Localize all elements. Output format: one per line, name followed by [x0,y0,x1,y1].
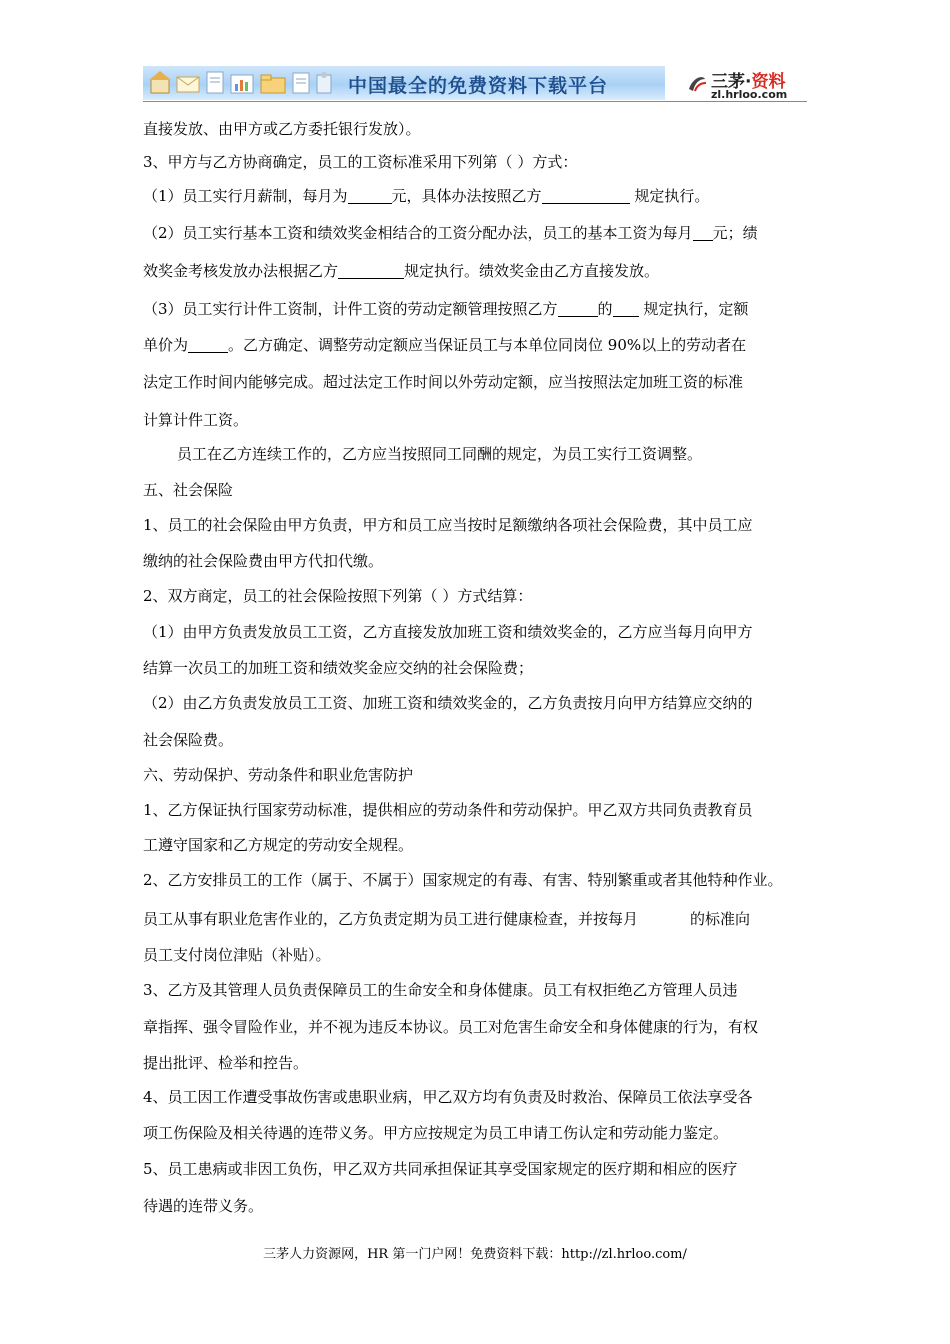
folder-icon [261,75,285,93]
blank-field[interactable] [542,187,630,204]
option-3-line-cont [143,334,746,356]
option-1-line: （1）由甲方负责发放员工工资，乙方直接发放加班工资和绩效奖金的，乙方应当每月向甲方 [143,623,753,641]
text-segment: 元，具体办法按照乙方 [391,187,542,205]
logo-text-b: 资料 [751,72,786,92]
paragraph-line: 项工伤保险及相关待遇的连带义务。甲方应按规定为员工申请工伤认定和劳动能力鉴定。 [143,1124,729,1142]
blank-field[interactable] [558,300,598,317]
site-logo[interactable] [681,67,807,101]
logo-url: zl.hrloo.com [711,88,788,101]
paragraph-line: 待遇的连带义务。 [143,1197,264,1215]
logo-text-a: 三茅· [711,72,752,92]
page-footer[interactable]: 三茅人力资源网，HR 第一门户网！免费资料下载：http://zl.hrloo.com/ [263,1247,687,1262]
header-divider [143,101,807,102]
text-segment: 效奖金考核发放办法根据乙方 [143,262,339,280]
clause-3: 3、乙方及其管理人员负责保障员工的生命安全和身体健康。员工有权拒绝乙方管理人员违 [143,981,738,999]
option-1-line [143,185,709,207]
clause-2: 2、双方商定，员工的社会保险按照下列第（ ）方式结算： [143,587,533,605]
option-3-line [143,298,748,320]
paragraph-line: 提出批评、检举和控告。 [143,1054,309,1072]
clause-3: 3、甲方与乙方协商确定，员工的工资标准采用下列第（ ）方式： [143,153,578,171]
blank-field[interactable] [348,187,392,204]
blank-field[interactable] [693,224,713,241]
option-2-line [143,222,758,244]
site-banner[interactable] [143,66,665,100]
text-segment: 的 [597,300,613,318]
paragraph-line: 结算一次员工的加班工资和绩效奖金应交纳的社会保险费； [143,659,534,677]
text-segment: 元；绩 [712,224,758,242]
clause-5: 5、员工患病或非因工负伤，甲乙双方共同承担保证其享受国家规定的医疗期和相应的医疗 [143,1160,738,1178]
paragraph-line [143,908,750,930]
section-heading: 五、社会保险 [143,481,234,499]
blank-field[interactable] [338,262,404,279]
paragraph-line: 直接发放、由甲方或乙方委托银行发放）。 [143,120,421,138]
paragraph-line: 缴纳的社会保险费由甲方代扣代缴。 [143,552,384,570]
document-icon [293,73,309,93]
blank-field[interactable] [613,300,639,317]
logo-swirl-icon [685,71,709,95]
banner-icons [147,69,337,97]
option-2-line: （2）由乙方负责发放员工工资、加班工资和绩效奖金的，乙方负责按月向甲方结算应交纳的 [143,694,753,712]
paragraph-line: 社会保险费。 [143,731,234,749]
paragraph-line: 法定工作时间内能够完成。超过法定工作时间以外劳动定额，应当按照法定加班工资的标准 [143,373,744,391]
text-segment: 。乙方确定、调整劳动定额应当保证员工与本单位同岗位 90%以上的劳动者在 [228,336,747,354]
paragraph-line: 工遵守国家和乙方规定的劳动安全规程。 [143,836,414,854]
text-segment: 规定执行，定额 [638,300,749,318]
clause-2: 2、乙方安排员工的工作（属于、不属于）国家规定的有毒、有害、特别繁重或者其他特种作业。 [143,871,783,889]
paragraph-line: 员工支付岗位津贴（补贴）。 [143,946,331,964]
paragraph-line: 计算计件工资。 [143,411,249,429]
text-segment: 规定执行。绩效奖金由乙方直接发放。 [404,262,660,280]
clause-1: 1、员工的社会保险由甲方负责，甲方和员工应当按时足额缴纳各项社会保险费，其中员工应 [143,516,753,534]
text-segment: （1）员工实行月薪制，每月为 [143,187,348,205]
text-segment: 单价为 [143,336,189,354]
mail-icon [177,77,199,92]
banner-title: 中国最全的免费资料下载平台 [348,75,609,97]
text-segment: 员工从事有职业危害作业的，乙方负责定期为员工进行健康检查，并按每月 [143,910,639,928]
house-icon [149,71,171,93]
text-segment: 规定执行。 [629,187,710,205]
chart-icon [231,75,253,93]
text-segment: （3）员工实行计件工资制，计件工资的劳动定额管理按照乙方 [143,300,558,318]
section-heading: 六、劳动保护、劳动条件和职业危害防护 [143,766,414,784]
clause-4: 4、员工因工作遭受事故伤害或患职业病，甲乙双方均有负责及时救治、保障员工依法享受各 [143,1088,753,1106]
clause-1: 1、乙方保证执行国家劳动标准，提供相应的劳动条件和劳动保护。甲乙双方共同负责教育员 [143,801,753,819]
clip-icon [317,72,331,93]
option-2-line-cont [143,260,659,282]
blank-field[interactable] [188,336,228,353]
paragraph-line: 章指挥、强令冒险作业，并不视为违反本协议。员工对危害生命安全和身体健康的行为，有权 [143,1018,759,1036]
paragraph-line: 员工在乙方连续工作的，乙方应当按照同工同酬的规定，为员工实行工资调整。 [177,445,703,463]
text-segment: 的标准向 [690,910,751,928]
text-segment: （2）员工实行基本工资和绩效奖金相结合的工资分配办法，员工的基本工资为每月 [143,224,693,242]
document-icon [207,72,223,93]
page-header [143,66,807,102]
